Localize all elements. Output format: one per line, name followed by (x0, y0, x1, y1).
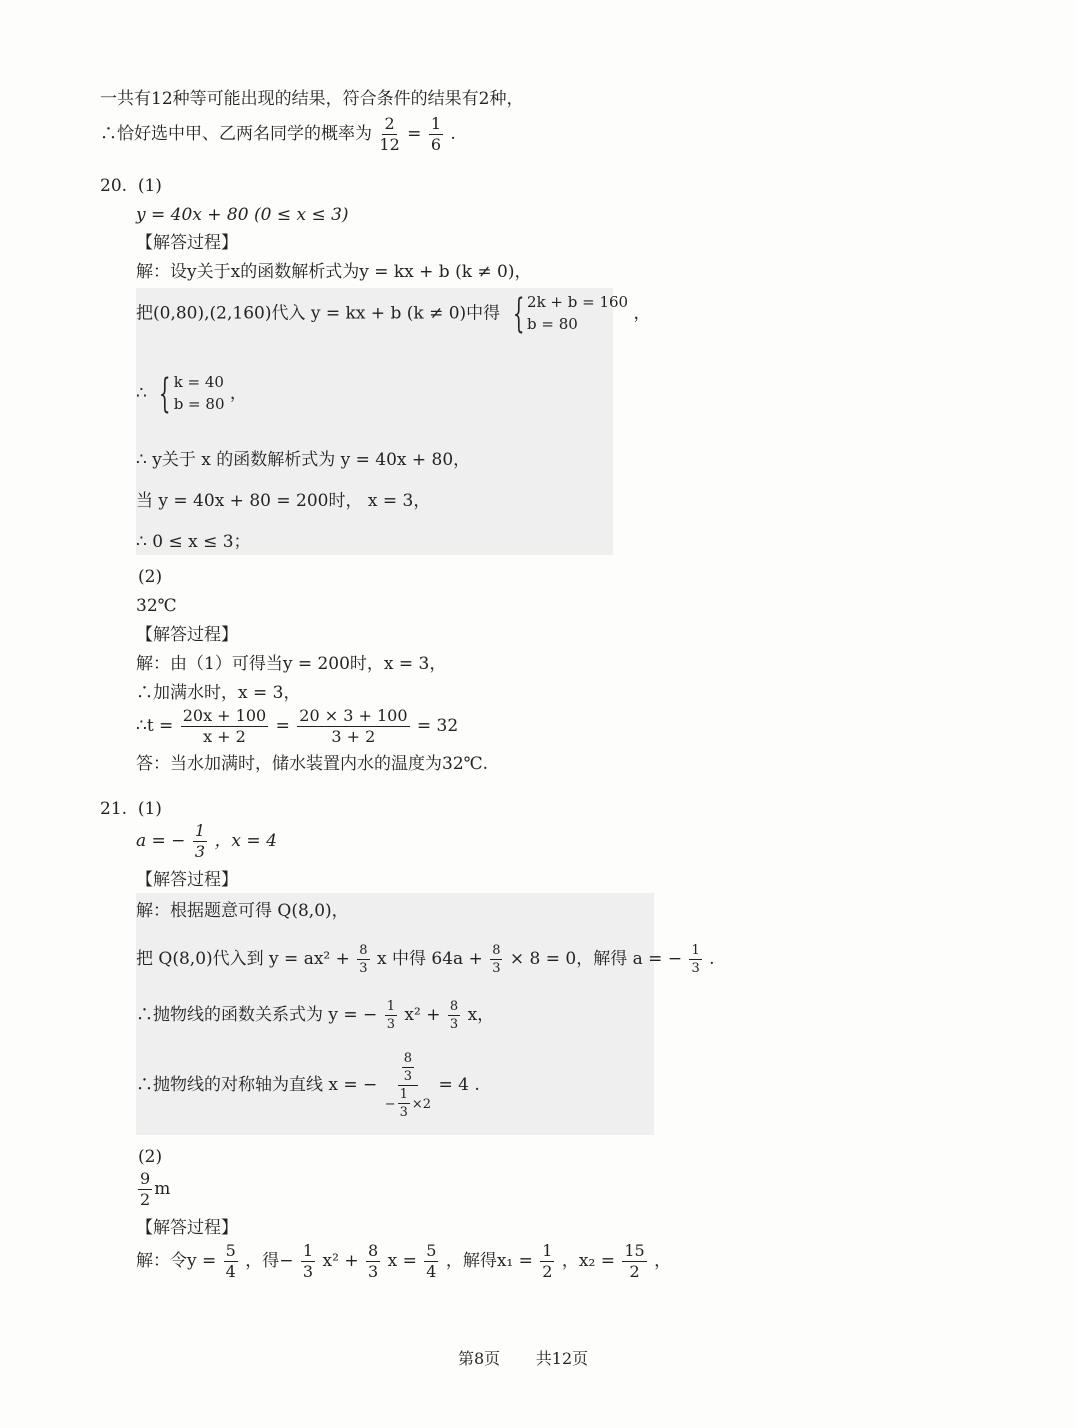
fraction: $\frac{1}{3}$ (399, 1087, 408, 1120)
answer-line: 32℃ (136, 596, 177, 616)
solution-line: 解：根据题意可得 Q(8,0)， (136, 901, 349, 921)
fraction: $\frac{1}{3}$ (194, 821, 206, 861)
text: . (450, 124, 456, 144)
fraction: $\frac{20 \times 3 + 100}{3 + 2}$ (299, 706, 408, 746)
fraction: $\frac{1}{3}$ (302, 1241, 314, 1281)
page-footer (458, 1351, 588, 1367)
part-label: (2) (138, 1147, 163, 1167)
temperature-formula-line: ∴t = $\frac{20x + 100}{x + 2}$ = $\frac{20 \times 3 + 100}{3 + 2}$ = 32 (136, 706, 459, 746)
question-number: 20. (1) (100, 176, 162, 196)
text: = (407, 124, 422, 144)
range-line: ∴ 0 ≤ x ≤ 3； (136, 532, 251, 552)
fraction: $\frac{8}{3}$ (492, 943, 501, 976)
fraction: $\frac{15}{2}$ (624, 1241, 645, 1281)
substitution-line: 把 Q(8,0)代入到 y = ax² + $\frac{8}{3}$ x 中得 64a + $\frac{8}{3}$ × 8 = 0，解得 a = − $\frac{1}{3}$ . (136, 943, 715, 976)
fraction: $\frac{1}{2}$ (542, 1241, 553, 1281)
equation-system: { k = 40 b = 80 (159, 370, 225, 417)
text-line: 一共有12种等可能出现的结果，符合条件的结果有2种， (100, 89, 524, 109)
fraction: $\frac{5}{4}$ (225, 1241, 236, 1281)
probability-line (100, 116, 456, 153)
substitution-line: 把(0,80),(2,160)代入 y = kx + b (k ≠ 0)中得 { 2k + b = 160 b = 80 ， (136, 290, 651, 337)
solution-line: 解：由（1）可得当y = 200时，x = 3， (136, 654, 447, 674)
section-label: 【解答过程】 (136, 625, 238, 645)
compound-fraction: $\frac{8}{3}$ − $\frac{1}{3}$ ×2 (384, 1051, 432, 1120)
page-total: 共12页 (535, 1349, 589, 1368)
part-label: (2) (138, 567, 163, 587)
fraction: $\frac{1}{3}$ (386, 999, 395, 1032)
solution-line: ∴加满水时，x = 3， (136, 683, 301, 703)
answer-line: a = − $\frac{1}{3}$ ，x = 4 (136, 821, 277, 861)
function-line: ∴抛物线的函数关系式为 y = − $\frac{1}{3}$ x² + $\frac{8}{3}$ x， (136, 999, 495, 1032)
fraction: $\frac{1}{6}$ (430, 114, 442, 154)
function-line: ∴ y关于 x 的函数解析式为 y = 40x + 80， (136, 450, 471, 470)
answer-statement: 答：当水加满时，储水装置内水的温度为32℃. (136, 754, 489, 774)
fraction: $\frac{1}{3}$ (691, 943, 700, 976)
fraction: $\frac{8}{3}$ (359, 943, 368, 976)
section-label: 【解答过程】 (136, 870, 238, 890)
question-number: 21. (1) (100, 799, 162, 819)
when-line: 当 y = 40x + 80 = 200时， x = 3， (136, 491, 431, 511)
fraction: $\frac{2}{12}$ (379, 114, 400, 154)
solution-line: 解：令y = $\frac{5}{4}$ ，得− $\frac{1}{3}$ x² + $\frac{8}{3}$ x = $\frac{5}{4}$ ，解得x₁ = $\frac{1}{2}$ ，x₂ = $\frac{15}{2}$ ， (136, 1241, 672, 1281)
section-label: 【解答过程】 (136, 1218, 238, 1238)
answer-line: $\frac{9}{2}$ m (140, 1169, 171, 1209)
fraction: $\frac{20x + 100}{x + 2}$ (182, 706, 267, 746)
equation-system: { 2k + b = 160 b = 80 (512, 290, 629, 337)
fraction: $\frac{5}{4}$ (426, 1241, 437, 1281)
fraction: $\frac{8}{3}$ (367, 1241, 379, 1281)
solution-system-line: ∴ { k = 40 b = 80 ， (136, 370, 247, 417)
fraction: $\frac{9}{2}$ (140, 1169, 151, 1209)
answer-line: y = 40x + 80 (0 ≤ x ≤ 3) (136, 205, 349, 225)
axis-line: ∴抛物线的对称轴为直线 x = − $\frac{8}{3}$ − $\frac{1}{3}$ ×2 = 4 . (136, 1051, 480, 1120)
fraction: $\frac{8}{3}$ (403, 1051, 413, 1084)
section-label: 【解答过程】 (136, 233, 238, 253)
page-number: 第8页 (458, 1349, 501, 1368)
fraction: $\frac{8}{3}$ (449, 999, 459, 1032)
solution-line: 解：设y关于x的函数解析式为y = kx + b (k ≠ 0)， (136, 262, 532, 282)
text: ∴恰好选中甲、乙两名同学的概率为 (100, 124, 372, 144)
